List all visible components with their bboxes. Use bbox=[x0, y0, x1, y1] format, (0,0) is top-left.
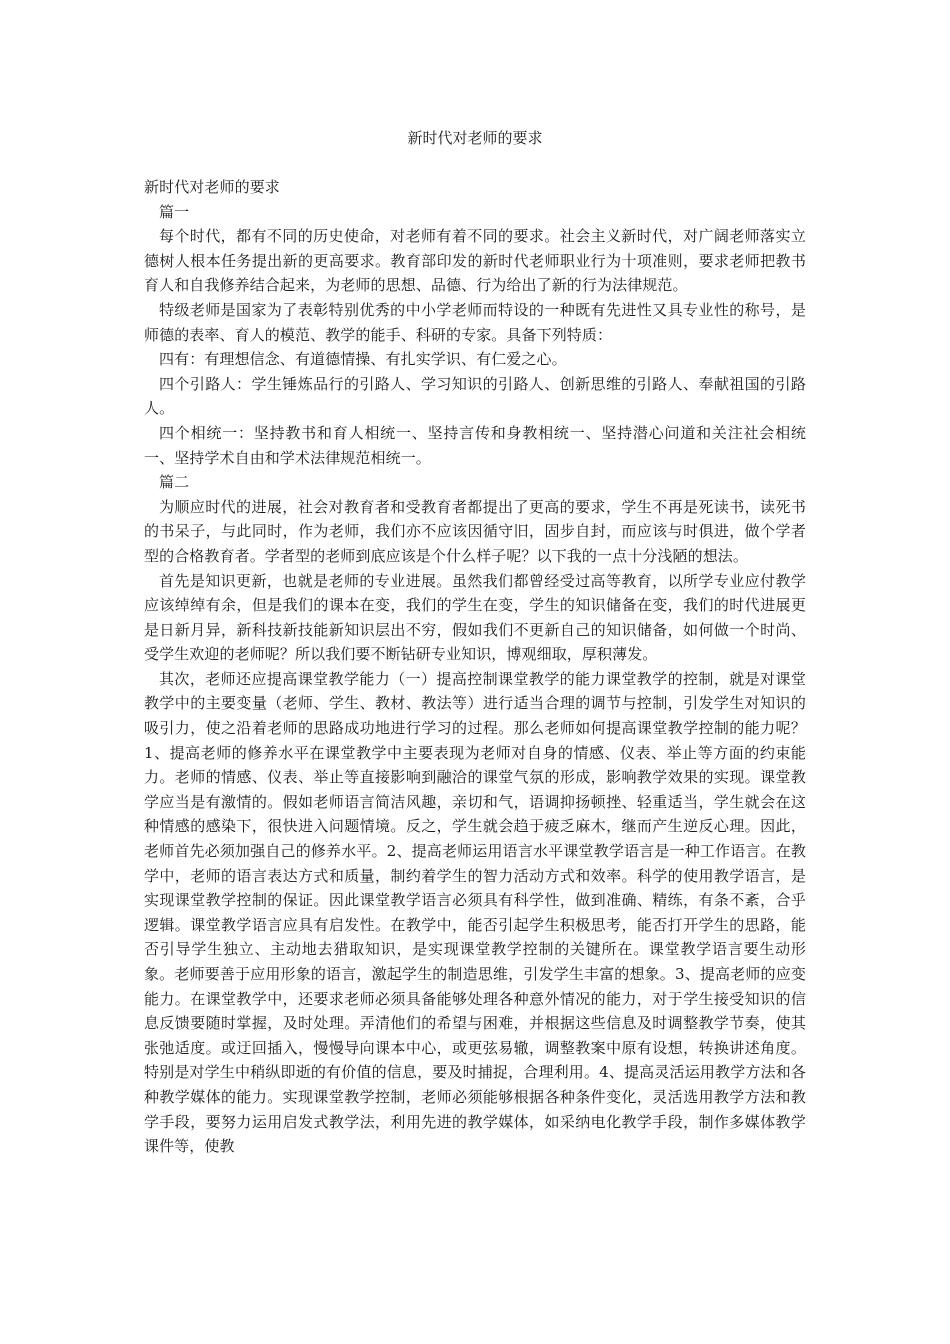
paragraph-1: 每个时代，都有不同的历史使命，对老师有着不同的要求。社会主义新时代，对广阔老师落实立德树人根本任务提出新的更高要求。教育部印发的新时代老师职业行为十项准则，要求老师把教书育人和自我修养结合起来，为老师的思想、品德、行为给出了新的行为法律规范。 bbox=[144, 227, 806, 295]
paragraph-7: 首先是知识更新，也就是老师的专业进展。虽然我们都曾经受过高等教育，以所学专业应付教学应该绰绰有余，但是我们的课本在变，我们的学生在变，学生的知识储备在变，我们的时代进展更是日新月异，新科技新技能新知识层出不穷，假如我们不更新自己的知识储备，如何做一个时尚、受学生欢迎的老师呢？所以我们要不断钻研专业知识，博观细取，厚积薄发。 bbox=[144, 571, 806, 664]
document-subtitle: 新时代对老师的要求 bbox=[144, 178, 280, 196]
section-label-2: 篇二 bbox=[159, 473, 190, 492]
paragraph-6: 为顺应时代的进展，社会对教育者和受教育者都提出了更高的要求，学生不再是死读书，读死书的书呆子，与此同时，作为老师，我们亦不应该因循守旧，固步自封，而应该与时俱进，做个学者型的合格教育者。学者型的老师到底应该是个什么样子呢？以下我的一点十分浅陋的想法。 bbox=[144, 497, 806, 565]
paragraph-4: 四个引路人：学生锤炼品行的引路人、学习知识的引路人、创新思维的引路人、奉献祖国的引路人。 bbox=[144, 374, 806, 418]
section-label-1: 篇一 bbox=[159, 202, 190, 221]
document-title: 新时代对老师的要求 bbox=[407, 129, 543, 147]
paragraph-3: 四有：有理想信念、有道德情操、有扎实学识、有仁爱之心。 bbox=[159, 350, 567, 369]
paragraph-8: 其次，老师还应提高课堂教学能力（一）提高控制课堂教学的能力课堂教学的控制，就是对课堂教学中的主要变量（老师、学生、教材、教法等）进行适当合理的调节与控制，引发学生对知识的吸引力，使之沿着老师的思路成功地进行学习的过程。那么老师如何提高课堂教学控制的能力呢？1、提高老师的修养水平在课堂教学中主要表现为老师对自身的情感、仪表、举止等方面的约束能力。老师的情感、仪表、举止等直接影响到融洽的课堂气氛的形成，影响教学效果的实现。课堂教学应当是有激情的。假如老师语言简洁风趣，亲切和气，语调抑扬顿挫、轻重适当，学生就会在这种情感的感染下，很快进入问题情境。反之，学生就会趋于疲乏麻木，继而产生逆反心理。因此，老师首先必须加强自己的修养水平。2、提高老师运用语言水平课堂教学语言是一种工作语言。在教学中，老师的语言表达方式和质量，制约着学生的智力活动方式和效率。科学的使用教学语言，是实现课堂教学控制的保证。因此课堂教学语言必须具有科学性，做到准确、精练，有条不紊，合乎逻辑。课堂教学语言应具有启发性。在教学中，能否引起学生积极思考，能否打开学生的思路，能否引导学生独立、主动地去猎取知识，是实现课堂教学控制的关键所在。课堂教学语言要生动形象。老师要善于应用形象的语言，激起学生的制造思维，引发学生丰富的想象。3、提高老师的应变能力。在课堂教学中，还要求老师必须具备能够处理各种意外情况的能力，对于学生接受知识的信息反馈要随时掌握，及时处理。弄清他们的希望与困难，并根据这些信息及时调整教学节奏，使其张弛适度。或迂回插入，慢慢导向课本中心，或更弦易辙，调整教案中原有设想，转换讲述角度。特别是对学生中稍纵即逝的有价值的信息，要及时捕捉，合理利用。4、提高灵活运用教学方法和各种教学媒体的能力。实现课堂教学控制，老师必须能够根据各种条件变化，灵活选用教学方法和教学手段，要努力运用启发式教学法，利用先进的教学媒体，如采纳电化教学手段，制作多媒体教学课件等，使教 bbox=[144, 669, 806, 1156]
paragraph-2: 特级老师是国家为了表彰特别优秀的中小学老师而特设的一种既有先进性又具专业性的称号，是师德的表率、育人的模范、教学的能手、科研的专家。具备下列特质： bbox=[144, 300, 806, 344]
document-body bbox=[144, 175, 806, 1159]
paragraph-5: 四个相统一：坚持教书和育人相统一、坚持言传和身教相统一、坚持潜心问道和关注社会相统一、坚持学术自由和学术法律规范相统一。 bbox=[144, 423, 806, 467]
